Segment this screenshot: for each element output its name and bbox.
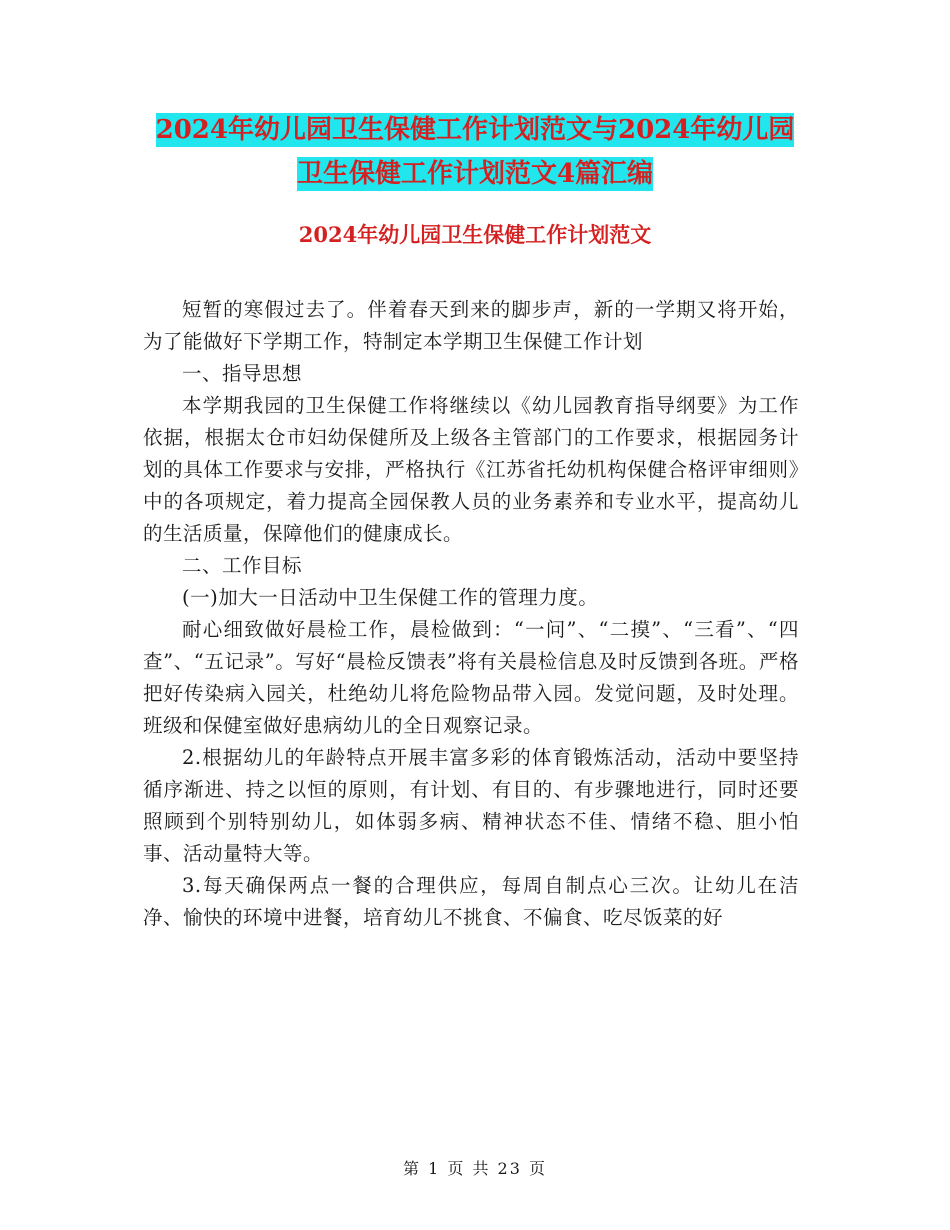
section-heading: 2024年幼儿园卫生保健工作计划范文 (298, 222, 652, 247)
document-title-line-2: 卫生保健工作计划范文4篇汇编 (296, 159, 654, 189)
page-number-footer: 第 1 页 共 23 页 (403, 1159, 547, 1178)
paragraph-intro: 短暂的寒假过去了。伴着春天到来的脚步声，新的一学期又将开始，为了能做好下学期工作，特制定本学期卫生保健工作计划 (143, 298, 799, 353)
paragraph-meals: 3.每天确保两点一餐的合理供应，每周自制点心三次。让幼儿在洁净、愉快的环境中进餐，培育幼儿不挑食、不偏食、吃尽饭菜的好 (143, 874, 799, 929)
paragraph-guiding-thought: 本学期我园的卫生保健工作将继续以《幼儿园教育指导纲要》为工作依据，根据太仓市妇幼保健所及上级各主管部门的工作要求，根据园务计划的具体工作要求与安排，严格执行《江苏省托幼机构保健合格评审细则》中的各项规定，着力提高全园保教人员的业务素养和专业水平，提高幼儿的生活质量，保障他们的健康成长。 (143, 394, 799, 545)
document-title (0, 108, 950, 196)
subheading-goal-1: (一)加大一日活动中卫生保健工作的管理力度。 (182, 586, 599, 609)
heading-work-goals: 二、工作目标 (182, 554, 303, 577)
document-title-line-1: 2024年幼儿园卫生保健工作计划范文与2024年幼儿园 (155, 115, 795, 145)
document-body (143, 294, 799, 934)
heading-guiding-thought: 一、指导思想 (182, 362, 303, 385)
paragraph-morning-check: 耐心细致做好晨检工作，晨检做到：“一问”、“二摸”、“三看”、“四查”、“五记录”。写好“晨检反馈表”将有关晨检信息及时反馈到各班。严格把好传染病入园关，杜绝幼儿将危险物品带入园。发觉问题，及时处理。班级和保健室做好患病幼儿的全日观察记录。 (143, 618, 799, 737)
paragraph-physical-activity: 2.根据幼儿的年龄特点开展丰富多彩的体育锻炼活动，活动中要坚持循序渐进、持之以恒的原则，有计划、有目的、有步骤地进行，同时还要照顾到个别特别幼儿，如体弱多病、精神状态不佳、情绪不稳、胆小怕事、活动量特大等。 (143, 746, 799, 865)
